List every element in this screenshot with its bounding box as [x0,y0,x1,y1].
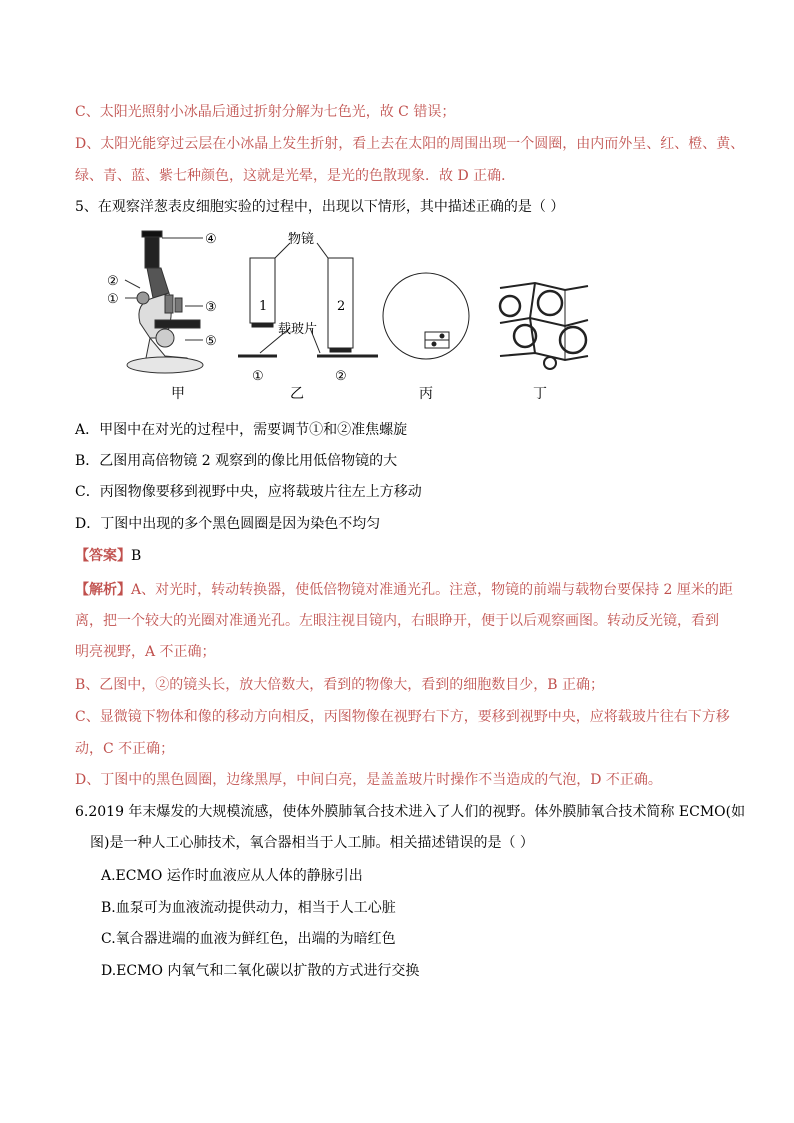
question-5-figures [95,228,605,408]
q6-option-b: B.血泵可为血液流动提供动力，相当于人工心脏 [101,900,396,916]
analysis-line-3: 明亮视野，A 不正确； [75,644,216,660]
answer-value: B [131,548,142,564]
label-n4: ④ [205,232,217,247]
caption-jia: 甲 [171,386,185,402]
lens-1-label: 1 [259,299,268,314]
analysis-line-4: B、乙图中，②的镜头长，放大倍数大，看到的物像大，看到的细胞数目少，B 正确； [75,677,605,693]
question-6-stem-1: 6.2019 年末爆发的大规模流感，使体外膜肺氧合技术进入了人们的视野。体外膜肺氧合技术简称 ECMO(如 [75,804,746,820]
analysis-line-7: D、丁图中的黑色圆圈，边缘黑厚，中间白亮，是盖盖玻片时操作不当造成的气泡，D 不正确。 [75,772,662,788]
label-n3: ③ [205,300,217,315]
answer-line [75,546,141,566]
analysis-line-2: 离，把一个较大的光圈对准通光孔。左眼注视目镜内，右眼睁开，便于以后观察画图。转动反光镜，看到 [75,613,719,629]
field-of-view-figure [383,273,469,359]
caption-bing: 丙 [419,386,433,402]
analysis-c-line: C、太阳光照射小冰晶后通过折射分解为七色光，故 C 错误； [75,104,456,120]
analysis-d-line-2: 绿、青、蓝、紫七种颜色，这就是光晕，是光的色散现象．故 D 正确． [75,168,516,184]
analysis-line-6: 动，C 不正确； [75,741,175,757]
q6-option-a: A.ECMO 运作时血液应从人体的静脉引出 [101,868,363,884]
lens-2-label: 2 [337,299,346,314]
analysis-tag: 【解析】 [75,582,131,598]
q6-option-c: C.氧合器进端的血液为鲜红色，出端的为暗红色 [101,931,396,947]
answer-tag: 【答案】 [75,548,131,564]
analysis-line-5: C、显微镜下物体和像的移动方向相反，丙图物像在视野右下方，要移到视野中央，应将载玻片往右下方移 [75,709,730,725]
caption-ding: 丁 [533,386,547,402]
q5-option-c: C．丙图物像要移到视野中央，应将载玻片往左上方移动 [75,484,422,500]
label-yi-n1: ① [252,369,264,384]
caption-yi: 乙 [290,386,304,402]
label-slide: 载玻片 [278,322,318,337]
question-5-stem: 5、在观察洋葱表皮细胞实验的过程中，出现以下情形，其中描述正确的是（ ） [75,199,565,215]
figure-svg [95,228,605,408]
analysis-text-1: A、对光时，转动转换器，使低倍物镜对准通光孔。注意，物镜的前端与载物台要保持 2 厘米的距 [131,582,733,598]
analysis-d-line-1: D、太阳光能穿过云层在小冰晶上发生折射，看上去在太阳的周围出现一个圆圈，由内而外呈、红、橙、黄、 [75,136,745,152]
q5-option-a: A．甲图中在对光的过程中，需要调节①和②准焦螺旋 [75,422,408,438]
bubbles-figure [497,276,589,371]
question-6-stem-2: 图)是一种人工心肺技术，氧合器相当于人工肺。相关描述错误的是（ ） [90,835,534,851]
label-n5: ⑤ [205,334,217,349]
label-n2: ② [107,274,119,289]
label-objective: 物镜 [288,232,315,247]
q6-option-d: D.ECMO 内氧气和二氧化碳以扩散的方式进行交换 [101,963,420,979]
analysis-line-1 [75,580,733,600]
q5-option-d: D．丁图中出现的多个黑色圆圈是因为染色不均匀 [75,516,381,532]
microscope-figure [125,231,203,373]
label-n1: ① [107,292,119,307]
q5-option-b: B．乙图用高倍物镜 2 观察到的像比用低倍物镜的大 [75,453,398,469]
label-yi-n2: ② [335,369,347,384]
